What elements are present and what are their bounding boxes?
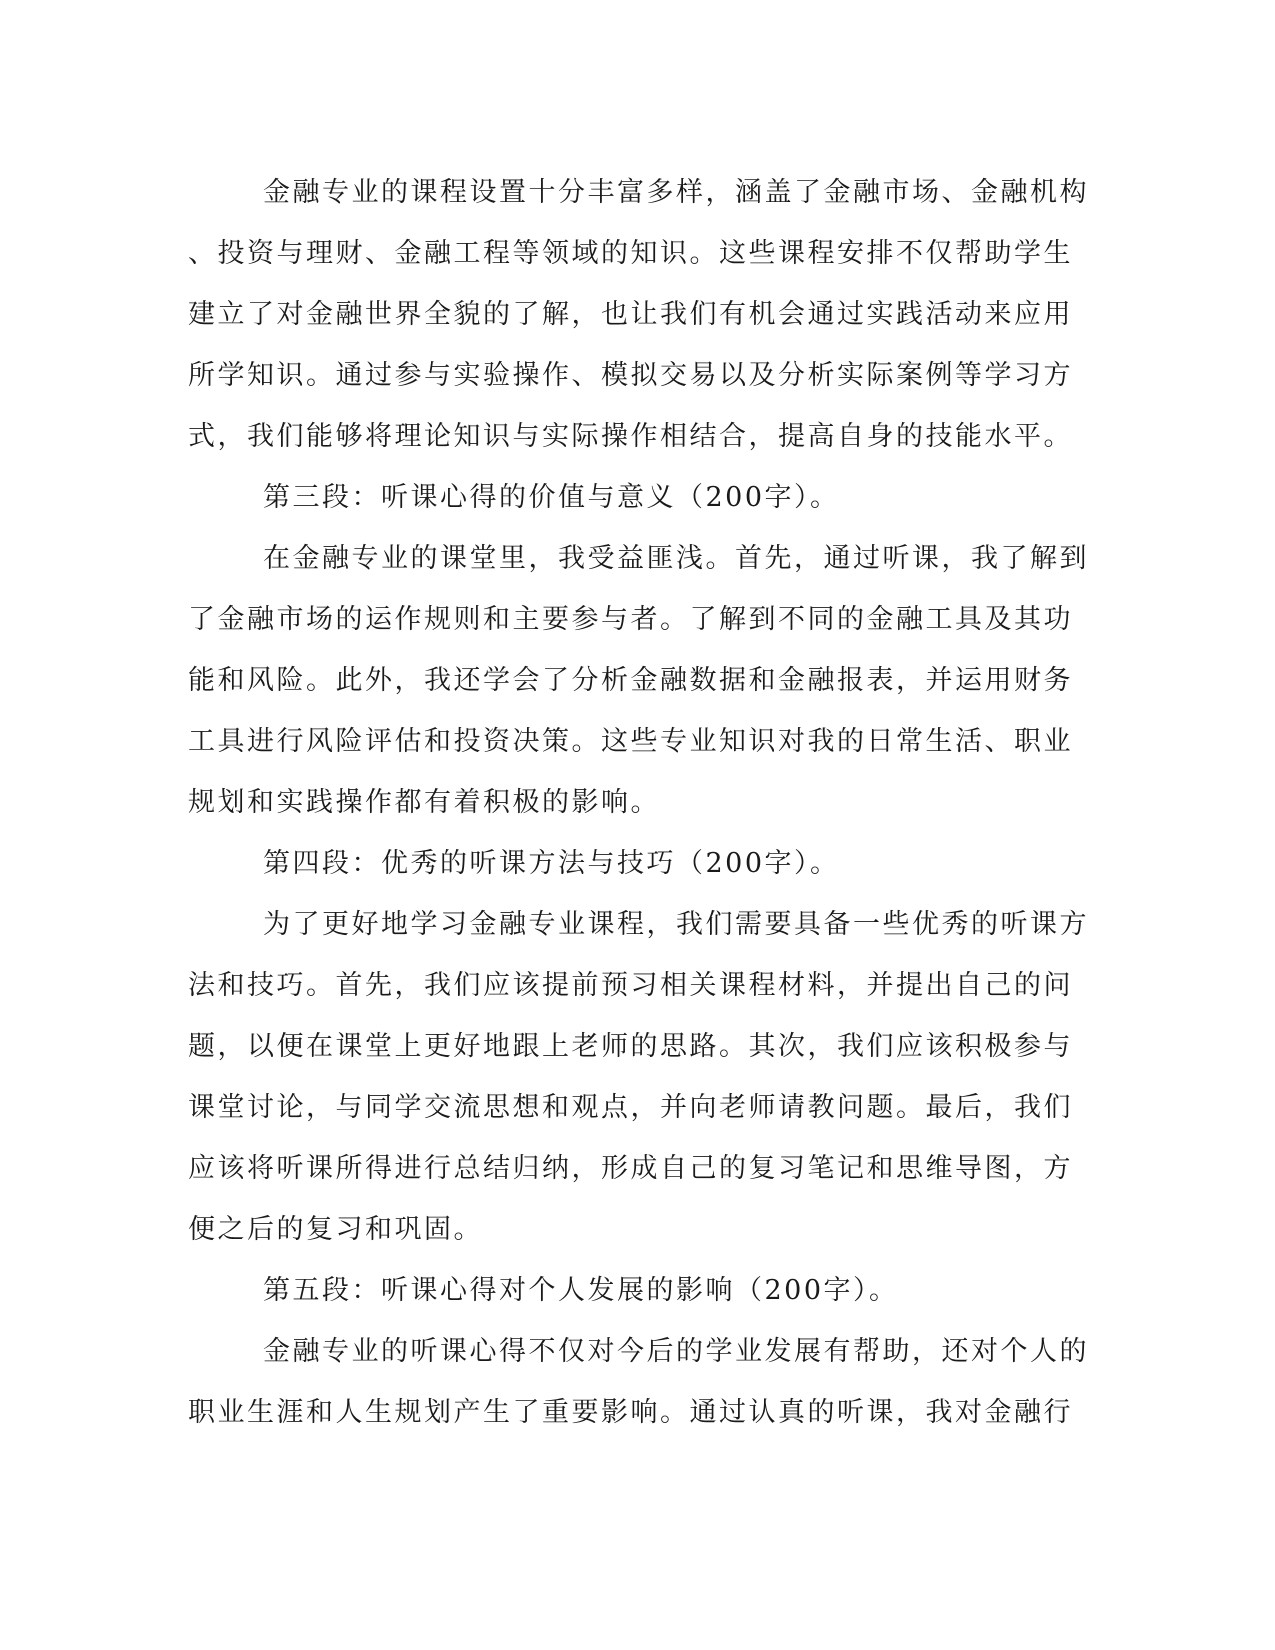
text-line: 在金融专业的课堂里，我受益匪浅。首先，通过听课，我了解到 <box>263 543 1089 574</box>
text-line: 了金融市场的运作规则和主要参与者。了解到不同的金融工具及其功 <box>188 604 1073 635</box>
text-line: 、投资与理财、金融工程等领域的知识。这些课程安排不仅帮助学生 <box>188 238 1073 269</box>
document-body <box>188 162 1089 1443</box>
text-line: 职业生涯和人生规划产生了重要影响。通过认真的听课，我对金融行 <box>188 1397 1073 1428</box>
section-heading: 第三段：听课心得的价值与意义（200字）。 <box>263 482 840 513</box>
text-line: 式，我们能够将理论知识与实际操作相结合，提高自身的技能水平。 <box>188 421 1073 452</box>
text-line: 便之后的复习和巩固。 <box>188 1214 483 1245</box>
text-line: 课堂讨论，与同学交流思想和观点，并向老师请教问题。最后，我们 <box>188 1092 1073 1123</box>
text-line: 所学知识。通过参与实验操作、模拟交易以及分析实际案例等学习方 <box>188 360 1073 391</box>
text-line: 规划和实践操作都有着积极的影响。 <box>188 787 660 818</box>
text-line: 能和风险。此外，我还学会了分析金融数据和金融报表，并运用财务 <box>188 665 1073 696</box>
text-line: 为了更好地学习金融专业课程，我们需要具备一些优秀的听课方 <box>263 909 1089 940</box>
text-line: 金融专业的听课心得不仅对今后的学业发展有帮助，还对个人的 <box>263 1336 1089 1367</box>
text-line: 工具进行风险评估和投资决策。这些专业知识对我的日常生活、职业 <box>188 726 1073 757</box>
text-line: 应该将听课所得进行总结归纳，形成自己的复习笔记和思维导图，方 <box>188 1153 1073 1184</box>
text-line: 题，以便在课堂上更好地跟上老师的思路。其次，我们应该积极参与 <box>188 1031 1073 1062</box>
text-line: 建立了对金融世界全貌的了解，也让我们有机会通过实践活动来应用 <box>188 299 1073 330</box>
text-line: 金融专业的课程设置十分丰富多样，涵盖了金融市场、金融机构 <box>263 177 1089 208</box>
section-heading: 第五段：听课心得对个人发展的影响（200字）。 <box>263 1275 899 1306</box>
section-heading: 第四段：优秀的听课方法与技巧（200字）。 <box>263 848 840 879</box>
text-line: 法和技巧。首先，我们应该提前预习相关课程材料，并提出自己的问 <box>188 970 1073 1001</box>
